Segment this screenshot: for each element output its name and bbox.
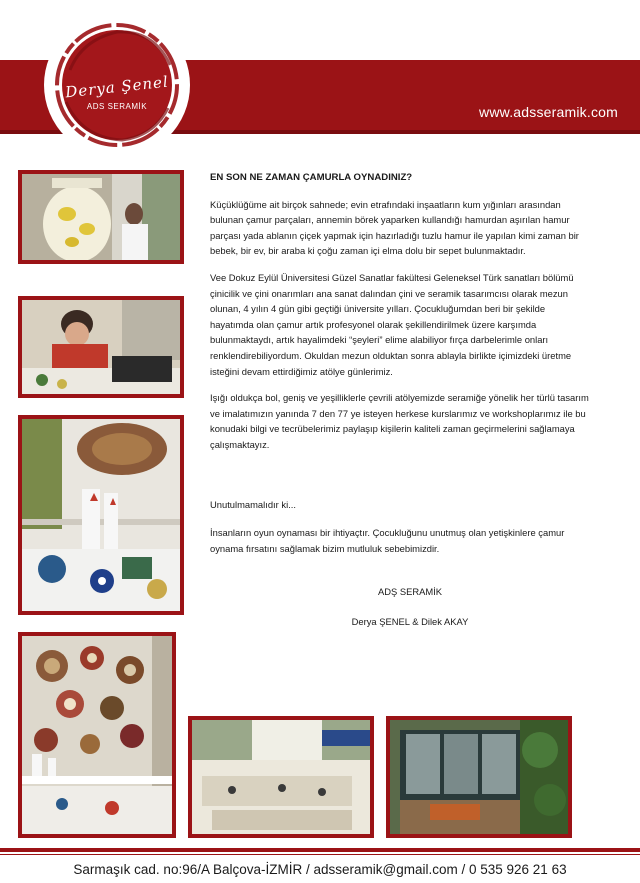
logo-name: Derya Şenel	[64, 72, 170, 102]
paragraph-3: Işığı oldukça bol, geniş ve yeşilliklerle çevrili atölyemizde seramiğe yönelik her türlü tasarım ve imalatımızın yanında 7 den 77 ye isteyen herkese kurslarımız ve workshoplarımız ile bu konudaki bilgi ve tecrübelerimiz paylaşıp kişilerin kaliteli zaman geçirmelerini sağlamaya çalışmaktayız.	[210, 392, 589, 450]
footer-rule-thin	[0, 854, 640, 855]
footer-rule	[0, 848, 640, 852]
article-heading: EN SON NE ZAMAN ÇAMURLA OYNADINIZ?	[210, 172, 413, 183]
signature-names: Derya ŞENEL & Dilek AKAY	[351, 615, 469, 627]
footer-contact: Sarmaşık cad. no:96/A Balçova-İZMİR / adsseramik@gmail.com / 0 535 926 21 63	[73, 862, 567, 877]
logo-subtitle: ADS SERAMİK	[86, 102, 148, 111]
photo-painting-at-desk	[18, 296, 184, 398]
article	[210, 170, 590, 643]
photo-ceramics-shelf	[18, 415, 184, 615]
website-url[interactable]: www.adsseramik.com	[479, 104, 618, 120]
logo	[42, 10, 192, 160]
paragraph-2: Vee Dokuz Eylül Üniversitesi Güzel Sanatlar fakültesi Geleneksel Türk sanatları bölümü çinicilik ve çini onarımları ana sanat dalından çini ve seramik tasarımcısı olarak mezun olunan, 4 yılın 4 gün gibi geçtiği üniversite yılları. Çocukluğumdan beri bir şekilde hayatımda olan çamur artık profesyonel olarak şekillendirilmek üzere karşımda bulunmaktaydı, artık hayalimdeki “şeyleri” elime alabiliyor fırça darbelerimle onları renklendirebiliyordum. Okuldan mezun olduktan sonra ablayla birlikte içimizdeki üretme isteğini devam ettirdiğimiz atölye günlerimiz.	[210, 271, 574, 377]
photo-studio-exterior	[386, 716, 572, 838]
paragraph-1: Küçüklüğüme ait birçok sahnede; evin etrafındaki inşaatların kum yığınları arasından bulunan çamur parçaları, annemin börek yaparken kullandığı hamurdan aşırılan hamur parçası yada ablanın çiçek yapmak için hazırladığı tuzlu hamur ile yapılan kimi zaman bir bebek, bir ev, bir araba ki çoğu zaman içi elma dolu bir sepet bulunmaktadır.	[210, 198, 579, 257]
photo-vase-painting	[18, 170, 184, 264]
signature-company: ADŞ SERAMİK	[377, 586, 443, 598]
paragraph-5: İnsanların oyun oynaması bir ihtiyaçtır. Çocukluğunu unutmuş olan yetişkinlere çamur oynama fırsatını sağlamak bizim mutluluk sebebimizdir.	[210, 527, 565, 554]
paragraph-4: Unutulmamalıdır ki...	[210, 498, 296, 510]
photo-wall-plates	[18, 632, 176, 838]
photo-workshop-tables	[188, 716, 374, 838]
